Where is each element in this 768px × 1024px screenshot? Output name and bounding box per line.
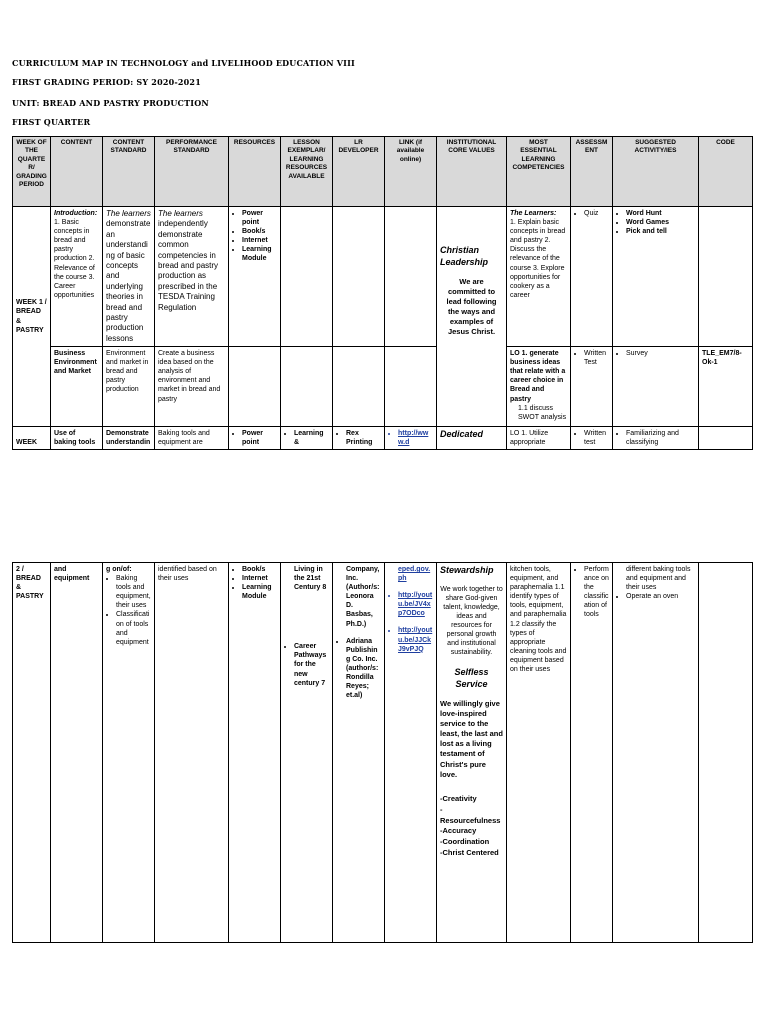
link-top[interactable]: eped.gov.ph bbox=[398, 566, 431, 583]
resources-cell bbox=[229, 347, 281, 427]
col-code: CODE bbox=[699, 137, 753, 207]
assessment-cell bbox=[571, 347, 613, 427]
content-cell: Business Environment and Market bbox=[51, 347, 103, 427]
lr-developer-top: Company, Inc. (Author/s: Leonora D. Basbas, Ph.D.) bbox=[346, 566, 380, 628]
list-item: • Book/s bbox=[242, 565, 277, 574]
week-1-cell: WEEK 1 / BREAD & PASTRY bbox=[13, 207, 51, 427]
assessment-cell bbox=[571, 427, 613, 450]
col-lesson-exemplar: LESSON EXEMPLAR/ LEARNING RESOURCES AVAILABLE bbox=[281, 137, 333, 207]
content-cell: and equipment bbox=[51, 563, 103, 943]
col-link: LINK (if available online) bbox=[385, 137, 437, 207]
curriculum-map-table-page2 bbox=[12, 562, 753, 943]
performance-standard-cell bbox=[155, 207, 229, 347]
col-performance-standard: PERFORMANCE STANDARD bbox=[155, 137, 229, 207]
resources-cell bbox=[229, 207, 281, 347]
competencies-cell bbox=[507, 207, 571, 347]
col-assessment: ASSESSMENT bbox=[571, 137, 613, 207]
list-item: • Written test bbox=[584, 429, 609, 447]
list-item: • Power point bbox=[242, 429, 277, 447]
activities-cell bbox=[613, 427, 699, 450]
content-standard-lead: g on/of: bbox=[106, 566, 132, 573]
resources-cell bbox=[229, 563, 281, 943]
content-items: 1. Basic concepts in bread and pastry production 2. Relevance of the course 3. Career opportunities bbox=[54, 219, 95, 299]
list-item: • Word Games bbox=[626, 218, 695, 227]
col-week: WEEK OF THE QUARTER/ GRADING PERIOD bbox=[13, 137, 51, 207]
activities-cell bbox=[613, 347, 699, 427]
link-cell bbox=[385, 427, 437, 450]
list-item: -Creativity bbox=[440, 793, 477, 803]
code-cell bbox=[699, 427, 753, 450]
curriculum-map-table-page1 bbox=[12, 136, 753, 450]
list-item: • Quiz bbox=[584, 209, 609, 218]
core-value-text: We willingly give love-inspired service to the least, the last and lost as a living testament of Christ's pure love. bbox=[440, 698, 503, 779]
table-row bbox=[13, 207, 753, 347]
col-activities: SUGGESTED ACTIVITY/IES bbox=[613, 137, 699, 207]
list-item: • Baking tools and equipment, their uses bbox=[116, 574, 151, 610]
lesson-cell bbox=[281, 563, 333, 943]
list-item: • Familiarizing and classifying bbox=[626, 429, 695, 447]
document-title: CURRICULUM MAP IN TECHNOLOGY and LIVELIHOOD EDUCATION VIII bbox=[12, 58, 355, 68]
list-item: • Learning Module bbox=[242, 245, 277, 263]
performance-lead: The learners bbox=[158, 209, 203, 218]
lr-developer-cell bbox=[333, 563, 385, 943]
list-item: -Christ Centered bbox=[440, 848, 499, 858]
competency-sub: 1.1 discuss SWOT analysis bbox=[518, 404, 567, 421]
unit-title: UNIT: BREAD AND PASTRY PRODUCTION bbox=[12, 98, 209, 108]
list-item: -Accuracy bbox=[440, 826, 477, 836]
list-item: • Internet bbox=[242, 236, 277, 245]
list-item: • Word Hunt bbox=[626, 209, 695, 218]
header-row bbox=[13, 137, 753, 207]
col-competencies: MOST ESSENTIAL LEARNING COMPETENCIES bbox=[507, 137, 571, 207]
competency-lead: The Learners: bbox=[510, 210, 557, 217]
link-cell bbox=[385, 563, 437, 943]
activities-top: different baking tools and equipment and their uses bbox=[626, 566, 691, 592]
core-value-title: Stewardship bbox=[440, 565, 494, 575]
link-cell bbox=[385, 207, 437, 347]
list-item: • Learning Module bbox=[242, 583, 277, 601]
competency-items: 1. Explain basic concepts in bread and pastry 2. Discuss the relevance of the course 3. Explore opportunities for cookery as a career bbox=[510, 219, 566, 299]
core-values-cell bbox=[437, 563, 507, 943]
performance-standard-cell: Baking tools and equipment are bbox=[155, 427, 229, 450]
lr-developer-cell bbox=[333, 207, 385, 347]
list-item: • Book/s bbox=[242, 227, 277, 236]
col-lr-developer: LR DEVELOPER bbox=[333, 137, 385, 207]
lesson-cell bbox=[281, 427, 333, 450]
grading-period: FIRST GRADING PERIOD: SY 2020-2021 bbox=[12, 77, 201, 87]
content-standard-lead: The learners bbox=[106, 209, 151, 218]
content-standard-cell: Environment and market in bread and pastry production bbox=[103, 347, 155, 427]
competencies-cell bbox=[507, 347, 571, 427]
lr-developer-cell bbox=[333, 347, 385, 427]
col-content: CONTENT bbox=[51, 137, 103, 207]
table-row bbox=[13, 563, 753, 943]
core-value-list bbox=[440, 794, 503, 859]
performance-standard-cell: Create a business idea based on the analysis of environment and market in bread and pastry bbox=[155, 347, 229, 427]
week-2-cell: WEEK bbox=[13, 427, 51, 450]
core-value-text: We are committed to lead following the ways and examples of Jesus Christ. bbox=[446, 276, 497, 337]
list-item: - bbox=[440, 804, 443, 814]
list-item: • Classification of tools and equipment bbox=[116, 610, 151, 646]
list-item: • Learning & bbox=[294, 429, 329, 447]
lesson-cell bbox=[281, 347, 333, 427]
competencies-cell: LO 1. Utilize appropriate bbox=[507, 427, 571, 450]
list-item: -Coordination bbox=[440, 837, 490, 847]
list-item: • Power point bbox=[242, 209, 277, 227]
week-2-cell: 2 / BREAD & PASTRY bbox=[13, 563, 51, 943]
col-core-values: INSTITUTIONAL CORE VALUES bbox=[437, 137, 507, 207]
link-cell bbox=[385, 347, 437, 427]
content-cell bbox=[51, 207, 103, 347]
lesson-top: Living in the 21st Century 8 bbox=[294, 566, 327, 592]
list-item: • Operate an oven bbox=[626, 592, 695, 601]
list-item: • Career Pathways for the new century 7 bbox=[294, 642, 329, 687]
list-item: • Internet bbox=[242, 574, 277, 583]
performance-text: independently demonstrate common competencies in bread and pastry production as prescribed in the TESDA Training Regulation bbox=[158, 219, 219, 312]
activities-cell bbox=[613, 563, 699, 943]
col-resources: RESOURCES bbox=[229, 137, 281, 207]
code-cell bbox=[699, 563, 753, 943]
quarter-title: FIRST QUARTER bbox=[12, 117, 91, 127]
code-cell bbox=[699, 207, 753, 347]
core-value-text: We work together to share God-given talent, knowledge, ideas and resources for personal growth and institutional sustainability. bbox=[440, 585, 503, 657]
content-cell: Use of baking tools bbox=[51, 427, 103, 450]
assessment-cell bbox=[571, 207, 613, 347]
col-content-standard: CONTENT STANDARD bbox=[103, 137, 155, 207]
core-values-cell bbox=[437, 207, 507, 427]
list-item: • Performance on the classification of tools bbox=[584, 565, 609, 620]
competencies-cell: kitchen tools, equipment, and paraphernalia 1.1 identify types of tools, equipment, and paraphernalia 1.2 classify the types of appropriate cleaning tools and equipment based on their uses bbox=[507, 563, 571, 943]
content-standard-cell: Demonstrate understandin bbox=[103, 427, 155, 450]
content-standard-text: demonstrate an understanding of basic concepts and underlying theories in bread and pastry production lessons bbox=[106, 219, 151, 343]
competency-title: LO 1. generate business ideas that relate with a career choice in Bread and pastry bbox=[510, 350, 566, 403]
core-value-title: Christian Leadership bbox=[440, 245, 489, 268]
core-value-title: Dedicated bbox=[437, 427, 507, 450]
link-item[interactable]: • http://youtu.be/JV4xp7ODco bbox=[398, 591, 433, 618]
table-row bbox=[13, 347, 753, 427]
assessment-cell bbox=[571, 563, 613, 943]
resources-cell bbox=[229, 427, 281, 450]
content-title: Introduction: bbox=[54, 210, 98, 217]
lesson-cell bbox=[281, 207, 333, 347]
link-item[interactable]: • http://youtu.be/JJCkJ9vPJQ bbox=[398, 626, 433, 653]
code-cell: TLE_EM7/8-Ok-1 bbox=[699, 347, 753, 427]
link-item[interactable]: • http://www.d bbox=[398, 429, 433, 447]
content-standard-cell bbox=[103, 207, 155, 347]
list-item: • Pick and tell bbox=[626, 227, 695, 236]
list-item: Resourcefulness bbox=[440, 815, 501, 825]
performance-standard-cell: identified based on their uses bbox=[155, 563, 229, 943]
list-item: • Survey bbox=[626, 349, 695, 358]
lr-developer-cell bbox=[333, 427, 385, 450]
table-row bbox=[13, 427, 753, 450]
list-item: • Written Test bbox=[584, 349, 609, 367]
core-value-title: Selfless Service bbox=[454, 667, 489, 690]
content-standard-cell bbox=[103, 563, 155, 943]
activities-cell bbox=[613, 207, 699, 347]
list-item: • Rex Printing bbox=[346, 429, 381, 447]
list-item: • Adriana Publishing Co. Inc. (author/s:Rondilla Reyes; et.al) bbox=[346, 637, 381, 701]
